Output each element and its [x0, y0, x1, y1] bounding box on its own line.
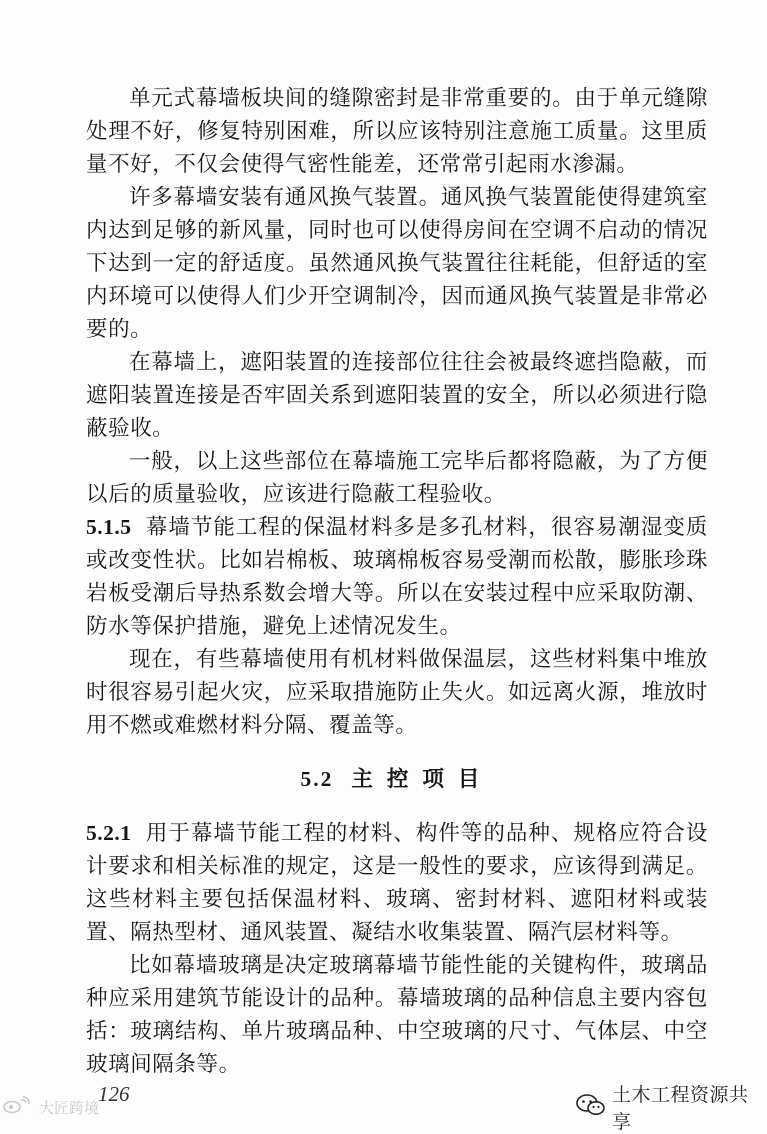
- clause-number: 5.1.5: [86, 515, 132, 539]
- clause-text: 幕墙节能工程的保温材料多是多孔材料，很容易潮湿变质或改变性状。比如岩棉板、玻璃棉板容易受潮而松散，膨胀珍珠岩板受潮后导热系数会增大等。所以在安装过程中应采取防潮、防水等保护措施，避免上述情况发生。: [86, 515, 708, 639]
- watermark-left: [2, 1096, 99, 1118]
- paragraph: 单元式幕墙板块间的缝隙密封是非常重要的。由于单元缝隙处理不好，修复特别困难，所以应该特别注意施工质量。这里质量不好，不仅会使得气密性能差，还常常引起雨水渗漏。: [86, 86, 708, 177]
- watermark-right-text: 土木工程资源共享: [612, 1084, 749, 1133]
- watermark-left-text: 大匠跨境: [39, 1098, 100, 1117]
- paragraph: 一般，以上这些部位在幕墙施工完毕后都将隐蔽，为了方便以后的质量验收，应该进行隐蔽工程验收。: [86, 449, 708, 507]
- section-heading: [86, 762, 708, 797]
- section-number: 5.2: [300, 767, 334, 791]
- clause-text: 用于幕墙节能工程的材料、构件等的品种、规格应符合设计要求和相关标准的规定，这是一般性的要求，应该得到满足。这些材料主要包括保温材料、玻璃、密封材料、遮阳材料或装置、隔热型材、通风装置、凝结水收集装置、隔汽层材料等。: [86, 821, 708, 945]
- paragraph: 许多幕墙安装有通风换气装置。通风换气装置能使得建筑室内达到足够的新风量，同时也可以使得房间在空调不启动的情况下达到一定的舒适度。虽然通风换气装置往往耗能，但舒适的室内环境可以使得人们少开空调制冷，因而通风换气装置是非常必要的。: [86, 185, 708, 342]
- weibo-logo-icon: [2, 1096, 39, 1118]
- clause-number: 5.2.1: [86, 821, 132, 845]
- clause-5-2-1: [86, 817, 708, 949]
- page-body: [86, 82, 708, 1081]
- paragraph: 比如幕墙玻璃是决定玻璃幕墙节能性能的关键构件，玻璃品种应采用建筑节能设计的品种。幕墙玻璃的品种信息主要内容包括：玻璃结构、单片玻璃品种、中空玻璃的尺寸、气体层、中空玻璃间隔条等。: [86, 953, 708, 1077]
- wechat-logo-icon: [576, 1093, 612, 1122]
- watermark-right: [576, 1080, 767, 1134]
- page-number: 126: [98, 1082, 130, 1106]
- section-title: 主控项目: [351, 767, 494, 792]
- paragraph: 现在，有些幕墙使用有机材料做保温层，这些材料集中堆放时很容易引起火灾，应采取措施防止失火。如远离火源，堆放时用不燃或难燃材料分隔、覆盖等。: [86, 647, 708, 738]
- paragraph: 在幕墙上，遮阳装置的连接部位往往会被最终遮挡隐蔽，而遮阳装置连接是否牢固关系到遮阳装置的安全，所以必须进行隐蔽验收。: [86, 350, 708, 441]
- clause-5-1-5: [86, 511, 708, 643]
